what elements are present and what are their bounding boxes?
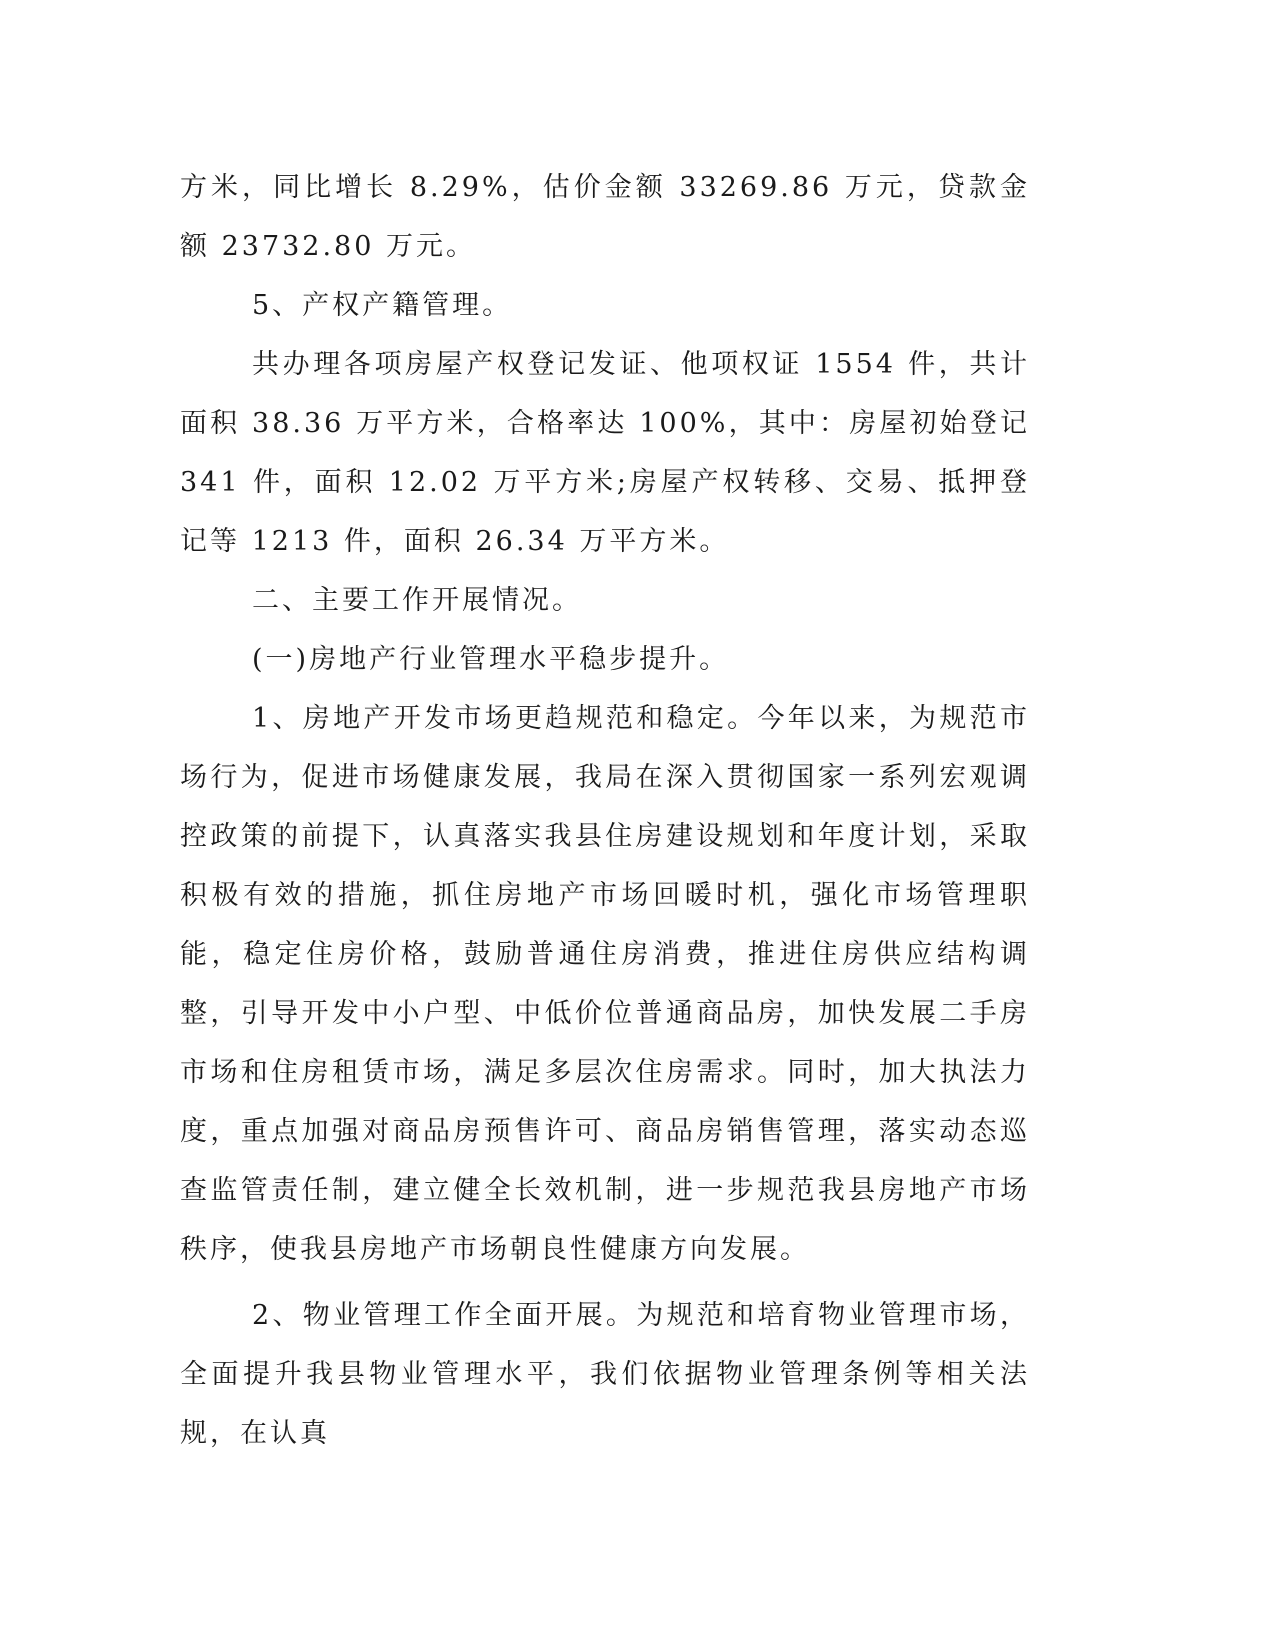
paragraph-subheading-industry: (一)房地产行业管理水平稳步提升。 <box>252 644 730 675</box>
paragraph-heading-property-rights: 5、产权产籍管理。 <box>252 290 513 321</box>
document-body <box>180 158 1030 1463</box>
paragraph-development-market: 1、房地产开发市场更趋规范和稳定。今年以来，为规范市场行为，促进市场健康发展，我局在深入贯彻国家一系列宏观调控政策的前提下，认真落实我县住房建设规划和年度计划，采取积极有效的措施，抓住房地产市场回暖时机，强化市场管理职能，稳定住房价格，鼓励普通住房消费，推进住房供应结构调整，引导开发中小户型、中低价位普通商品房，加快发展二手房市场和住房租赁市场，满足多层次住房需求。同时，加大执法力度，重点加强对商品房预售许可、商品房销售管理，落实动态巡查监管责任制，建立健全长效机制，进一步规范我县房地产市场秩序，使我县房地产市场朝良性健康方向发展。 <box>180 703 1030 1265</box>
paragraph-loan-stats: 方米，同比增长 8.29%，估价金额 33269.86 万元，贷款金额 23732.80 万元。 <box>180 172 1030 262</box>
paragraph-heading-main-work: 二、主要工作开展情况。 <box>252 585 582 616</box>
paragraph-registration-stats: 共办理各项房屋产权登记发证、他项权证 1554 件，共计面积 38.36 万平方米，合格率达 100%，其中：房屋初始登记 341 件，面积 12.02 万平方米;房屋产权转移、交易、抵押登记等 1213 件，面积 26.34 万平方米。 <box>180 349 1030 557</box>
paragraph-property-management: 2、物业管理工作全面开展。为规范和培育物业管理市场，全面提升我县物业管理水平，我们依据物业管理条例等相关法规，在认真 <box>180 1300 1030 1449</box>
